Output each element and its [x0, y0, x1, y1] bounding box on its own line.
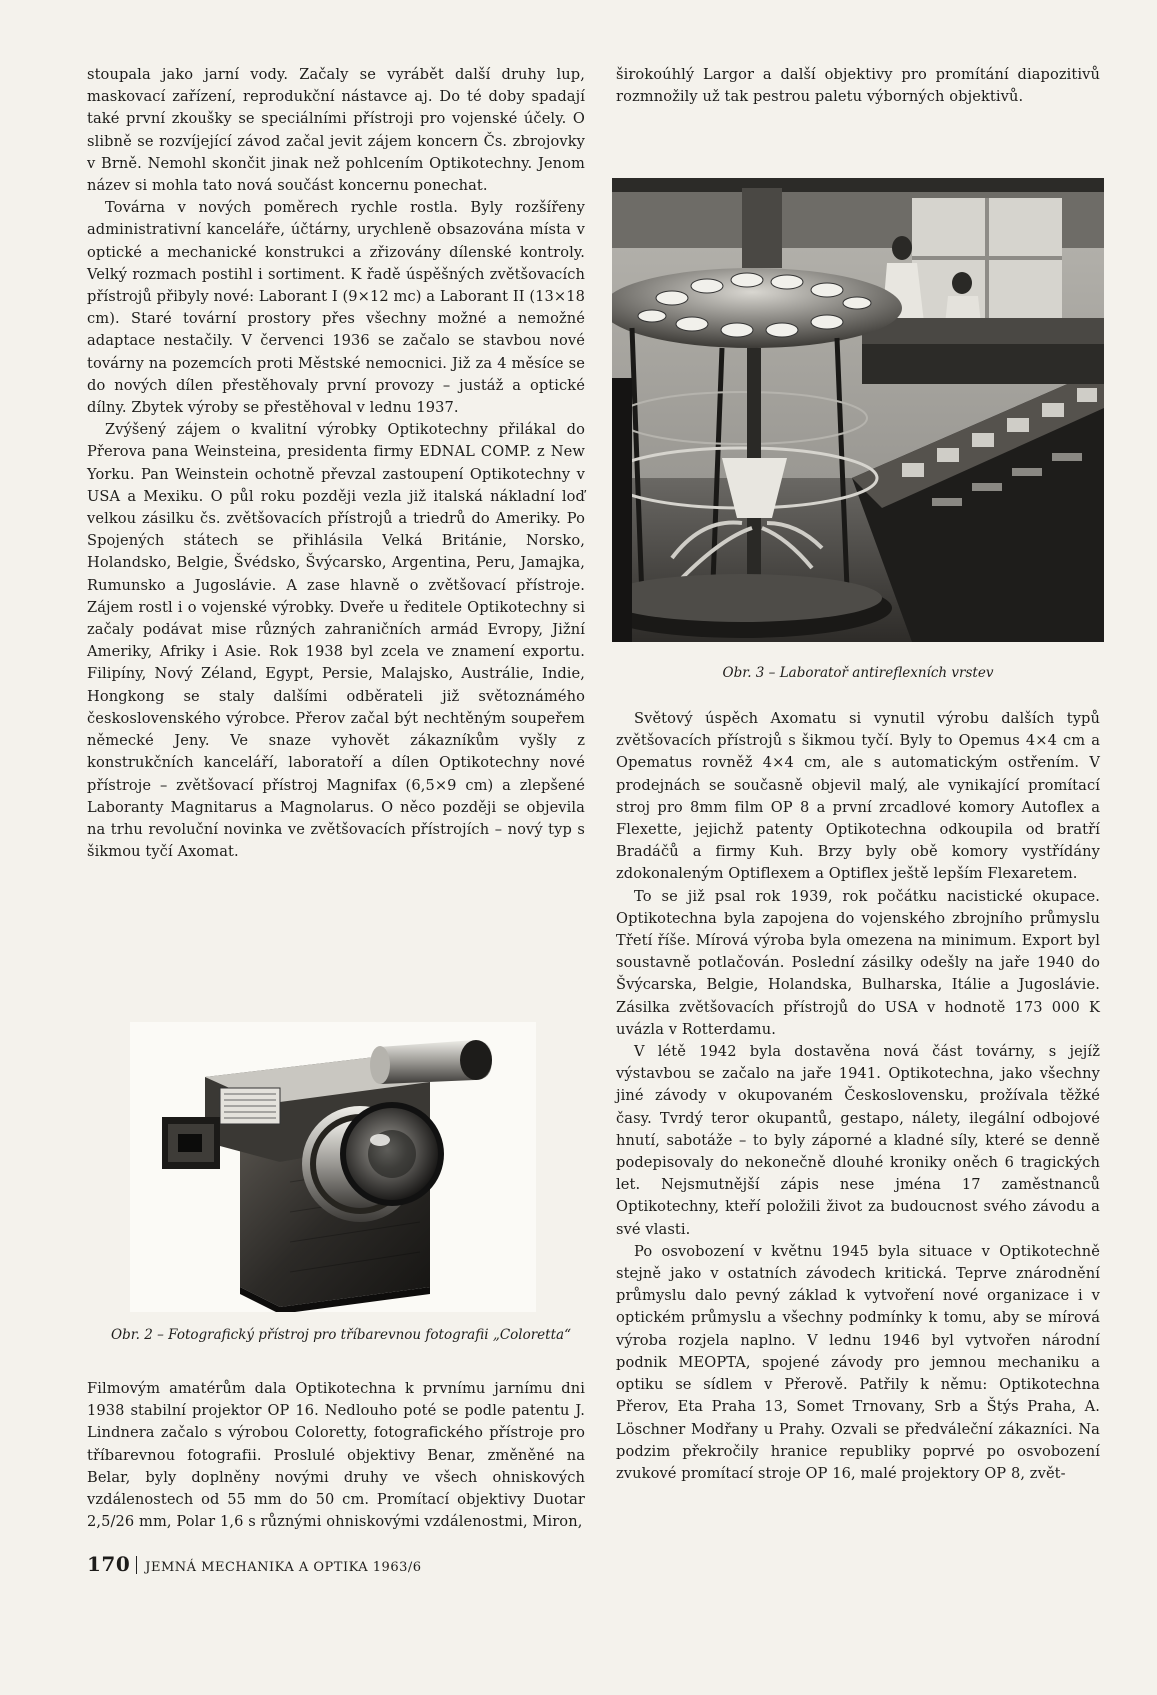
lower-left-column — [87, 1378, 585, 1533]
right-column-top — [616, 64, 1100, 108]
paragraph: Světový úspěch Axomatu si vynutil výrobu dalších typů zvětšovacích přístrojů s šikmou tyčí. Byly to Opemus 4×4 cm a Opematus rovněž 4×4 cm, ale s automatickým ostřením. V prodejnách se současně objevil malý, ale vynikající promítací stroj pro 8mm film OP 8 a první zrcadlové komory Autoflex a Flexette, jejichž patenty Optikotechna odkoupila od bratří Bradáčů a firmy Kuh. Brzy byly obě komory vystřídány zdokonaleným Optiflexem a Optiflex ještě lepším Flexaretem. — [616, 710, 1100, 883]
figure-2-caption: Obr. 2 – Fotografický přístroj pro tříbarevnou fotografii „Coloretta“ — [111, 1327, 571, 1343]
left-column — [87, 64, 585, 863]
paragraph: širokoúhlý Largor a další objektivy pro promítání diapozitivů rozmnožily už tak pestrou paletu výborných objektivů. — [616, 66, 1100, 106]
figure-3-laboratory-photo — [612, 178, 1104, 642]
paragraph: stoupala jako jarní vody. Začaly se vyrábět další druhy lup, maskovací zařízení, reprodukční nástavce aj. Do té doby spadají také první zkoušky se speciálními přístroji pro vojenské účely. O slibně se rozvíjející závod začal jevit zájem koncern Čs. zbrojovky v Brně. Nemohl skončit jinak než pohlcením Optikotechny. Jenom název si mohla tato nová součást koncernu ponechat. — [87, 66, 585, 195]
right-column-lower — [616, 708, 1100, 1485]
paragraph: Filmovým amatérům dala Optikotechna k prvnímu jarnímu dni 1938 stabilní projektor OP 16. Nedlouho poté se podle patentu J. Lindnera začalo s výrobou Coloretty, fotografického přístroje pro tříbarevnou fotografii. Proslulé objektivy Benar, změněné na Belar, byly doplněny novými druhy ve všech ohniskových vzdálenostech od 55 mm do 50 cm. Promítací objektivy Duotar 2,5/26 mm, Polar 1,6 s různými ohniskovými vzdálenostmi, Miron, — [87, 1380, 585, 1531]
footer-divider — [136, 1556, 137, 1574]
figure-2-camera-photo — [130, 1022, 536, 1312]
journal-name: JEMNÁ MECHANIKA A OPTIKA 1963/6 — [145, 1560, 422, 1575]
paragraph: Zvýšený zájem o kvalitní výrobky Optikotechny přilákal do Přerova pana Weinsteina, presidenta firmy EDNAL COMP. z New Yorku. Pan Weinstein ochotně převzal zastoupení Optikotechny v USA a Mexiku. O půl roku později vezla již italská nákladní loď velkou zásilku čs. zvětšovacích přístrojů a triedrů do Ameriky. Po Spojených státech se přihlásila Velká Británie, Norsko, Holandsko, Belgie, Švédsko, Švýcarsko, Argentina, Peru, Jamajka, Rumunsko a Jugoslávie. A zase hlavně o zvětšovací přístroje. Zájem rostl i o vojenské výrobky. Dveře u ředitele Optikotechny si začaly podávat mise různých zahraničních armád Evropy, Jižní Ameriky, Afriky i Asie. Rok 1938 byl zcela ve znamení exportu. Filipíny, Nový Zéland, Egypt, Persie, Malajsko, Austrálie, Indie, Hongkong se staly dalšími odběrateli již světoznámého československého výrobce. Přerov začal být nechtěným soupeřem německé Jeny. Ve snaze vyhovět zákazníkům vyšly z konstrukčních kanceláří, laboratoří a dílen Optikotechny nové přístroje – zvětšovací přístroj Magnifax (6,5×9 cm) a zlepšené Laboranty Magnitarus a Magnolarus. O něco později se objevila na trhu revoluční novinka ve zvětšovacích přístrojích – nový typ s šikmou tyčí Axomat. — [87, 421, 585, 861]
page-footer — [87, 1552, 422, 1576]
figure-3-caption: Obr. 3 – Laboratoř antireflexních vrstev — [722, 665, 994, 681]
page-number: 170 — [87, 1552, 131, 1576]
paragraph: V létě 1942 byla dostavěna nová část továrny, s jejíž výstavbou se začalo na jaře 1941. Optikotechna, jako všechny jiné závody v okupovaném Československu, prožívala těžké časy. Tvrdý teror okupantů, gestapo, nálety, ilegální odbojové hnutí, sabotáže – to byly záporné a kladné síly, které se denně podepisovaly do nekonečně dlouhé kroniky oněch 6 tragických let. Nejsmutnější zápis nese jména 17 zaměstnanců Optikotechny, kteří položili život za budoucnost svého závodu a své vlasti. — [616, 1043, 1100, 1238]
paragraph: Po osvobození v květnu 1945 byla situace v Optikotechně stejně jako v ostatních závodech kritická. Teprve znárodnění průmyslu dalo pevný základ k vytvoření nové organizace i v optickém průmyslu a všechny podmínky k tomu, aby se mírová výroba rozjela naplno. V lednu 1946 byl vytvořen národní podnik MEOPTA, spojené závody pro jemnou mechaniku a optiku se sídlem v Přerově. Patřily k němu: Optikotechna Přerov, Eta Praha 13, Somet Trnovany, Srb a Štýs Praha, A. Löschner Modřany u Prahy. Ozvali se předváleční zákazníci. Na podzim překročily hranice republiky poprvé po osvobození zvukové promítací stroje OP 16, malé projektory OP 8, zvět- — [616, 1242, 1100, 1482]
paragraph: To se již psal rok 1939, rok počátku nacistické okupace. Optikotechna byla zapojena do vojenského zbrojního průmyslu Třetí říše. Mírová výroba byla omezena na minimum. Export byl soustavně potlačován. Poslední zásilky odešly na jaře 1940 do Švýcarska, Belgie, Holandska, Bulharska, Itálie a Jugoslávie. Zásilka zvětšovacích přístrojů do USA v hodnotě 173 000 K uvázla v Rotterdamu. — [616, 887, 1100, 1038]
paragraph: Továrna v nových poměrech rychle rostla. Byly rozšířeny administrativní kanceláře, účtárny, urychleně obsazována místa v optické a mechanické konstrukci a zřizovány dílenské kontroly. Velký rozmach postihl i sortiment. K řadě úspěšných zvětšovacích přístrojů přibyly nové: Laborant I (9×12 mc) a Laborant II (13×18 cm). Staré tovární prostory přes všechny možné a nemožné adaptace nestačily. V červenci 1936 se začalo se stavbou nové továrny na pozemcích proti Městské nemocnici. Již za 4 měsíce se do nových dílen přestěhovaly první provozy – justáž a optické dílny. Zbytek výroby se přestěhoval v lednu 1937. — [87, 199, 585, 417]
